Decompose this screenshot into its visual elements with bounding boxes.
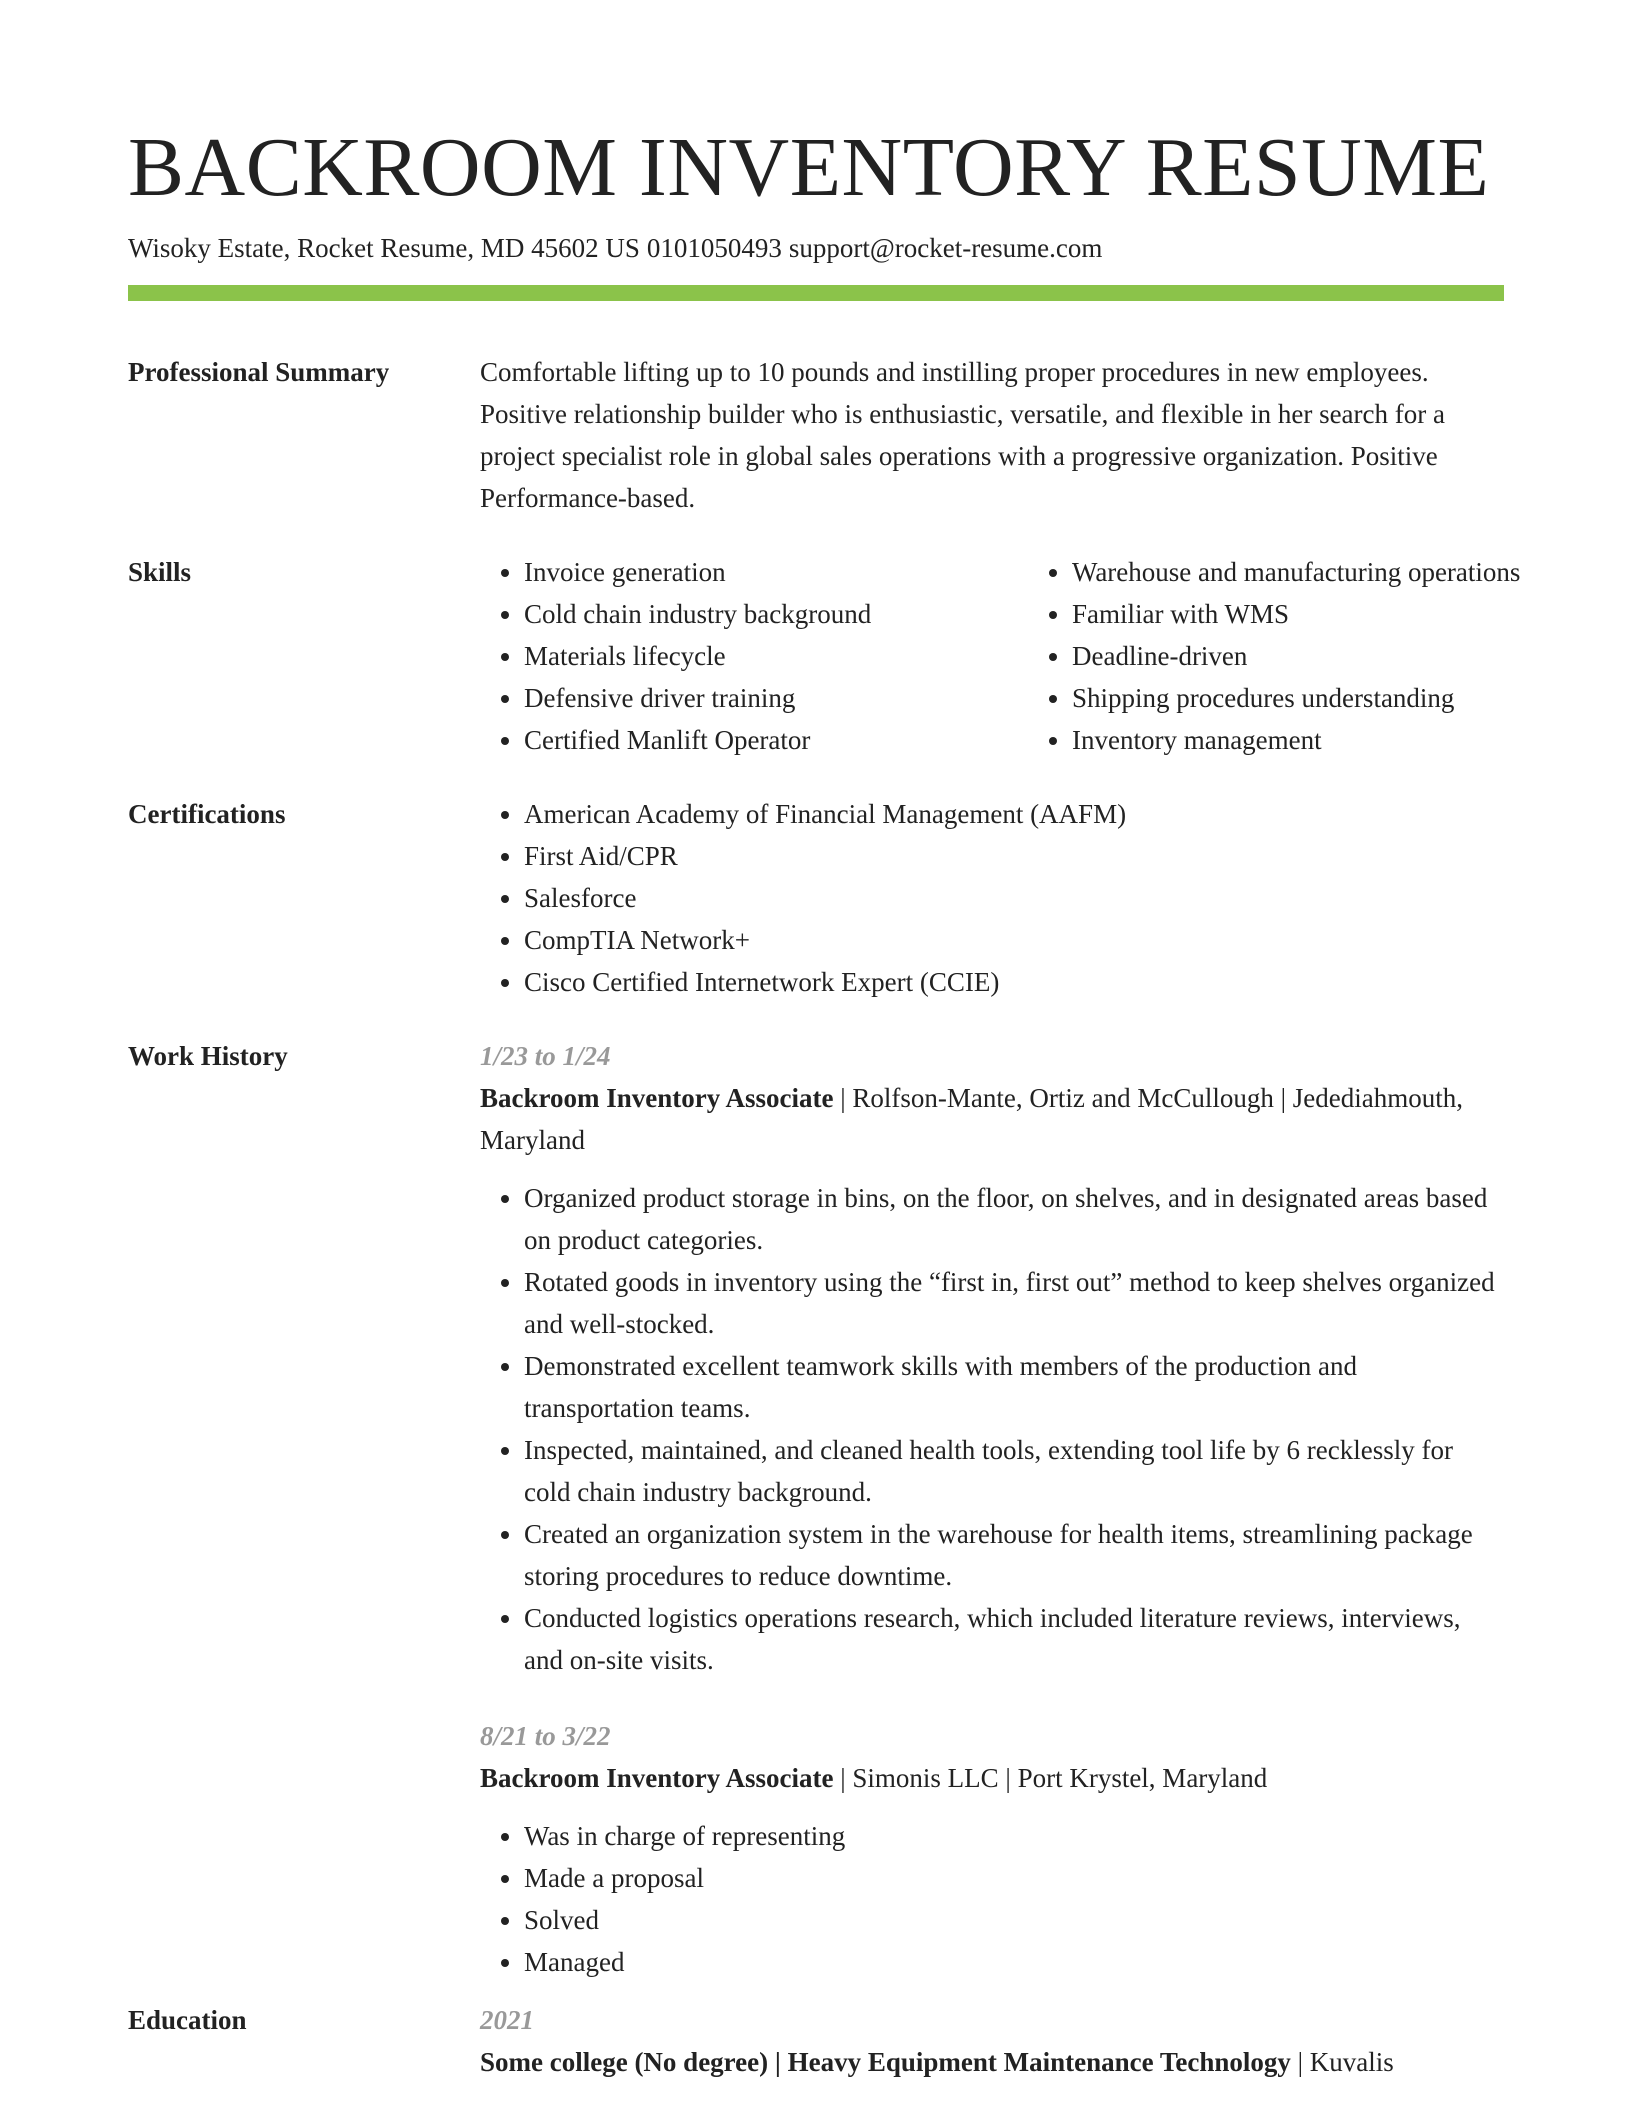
job-title: Backroom Inventory Associate [480, 1083, 834, 1113]
summary-text: Comfortable lifting up to 10 pounds and instilling proper procedures in new employees. Positive relationship builder who is enthusiastic, versatile, and flexible in her search for a project specialist role in global sales operations with a progressive organization. Positive Performance-based. [480, 357, 1445, 513]
skills-list-right [1028, 551, 1592, 761]
job-employer-location: | Rolfson-Mante, Ortiz and McCullough | Jedediahmouth, Maryland [480, 1083, 1463, 1155]
education-program: Heavy Equipment Maintenance Technology [787, 2047, 1291, 2077]
contact-phone: 0101050493 [646, 233, 782, 263]
skill-item: • Defensive driver training [524, 677, 1028, 719]
education-year: 2021 [480, 2005, 534, 2035]
skill-item: • Invoice generation [524, 551, 1028, 593]
job-bullet: • Was in charge of representing [524, 1815, 1504, 1857]
contact-email: support@rocket-resume.com [788, 233, 1103, 263]
skills-list-left [480, 551, 1028, 761]
job-bullet: • Inspected, maintained, and cleaned health tools, extending tool life by 6 recklessly for cold chain industry background. [524, 1429, 1504, 1513]
contact-line [128, 230, 1504, 266]
education-heading: Education [128, 2005, 247, 2035]
certification-item: • First Aid/CPR [524, 835, 1504, 877]
job-employer-location: | Simonis LLC | Port Krystel, Maryland [833, 1763, 1268, 1793]
job-heading [480, 1077, 1504, 1161]
summary-section [128, 351, 1504, 519]
certifications-list [480, 793, 1504, 1003]
job-bullet-list [480, 1815, 1504, 1983]
certification-item: • CompTIA Network+ [524, 919, 1504, 961]
job-bullet: • Solved [524, 1899, 1504, 1941]
skill-item: • Cold chain industry background [524, 593, 1028, 635]
accent-divider [128, 285, 1504, 301]
resume-title: BACKROOM INVENTORY RESUME [128, 121, 1490, 214]
job-title: Backroom Inventory Associate [480, 1763, 834, 1793]
skill-item: • Materials lifecycle [524, 635, 1028, 677]
certification-item: • American Academy of Financial Management (AAFM) [524, 793, 1504, 835]
job-entry [480, 1715, 1504, 1983]
education-location: | Kuvalis [1290, 2047, 1394, 2077]
education-section [128, 1999, 1504, 2083]
skills-heading: Skills [128, 557, 192, 587]
skills-section [128, 551, 1521, 761]
certifications-section [128, 793, 1504, 1003]
job-bullet-list [480, 1177, 1504, 1681]
education-separator: | [768, 2047, 788, 2077]
skill-item: • Familiar with WMS [1072, 593, 1592, 635]
job-bullet: • Managed [524, 1941, 1504, 1983]
job-bullet: • Conducted logistics operations research, which included literature reviews, interviews, and on-site visits. [524, 1597, 1504, 1681]
work-history-section [128, 1035, 1504, 1983]
summary-heading: Professional Summary [128, 357, 390, 387]
job-bullet: • Organized product storage in bins, on the floor, on shelves, and in designated areas based on product categories. [524, 1177, 1504, 1261]
certification-item: • Salesforce [524, 877, 1504, 919]
education-line [480, 2041, 1504, 2083]
job-entry [480, 1035, 1504, 1681]
job-dates: 1/23 to 1/24 [480, 1041, 611, 1071]
job-bullet: • Rotated goods in inventory using the “first in, first out” method to keep shelves organized and well-stocked. [524, 1261, 1504, 1345]
job-heading [480, 1757, 1504, 1799]
skill-item: • Inventory management [1072, 719, 1592, 761]
job-bullet: • Made a proposal [524, 1857, 1504, 1899]
work-history-heading: Work History [128, 1041, 288, 1071]
contact-address: Wisoky Estate, Rocket Resume, MD 45602 US [128, 233, 640, 263]
resume-page [128, 0, 1521, 2083]
skill-item: • Warehouse and manufacturing operations [1072, 551, 1592, 593]
job-bullet: • Created an organization system in the warehouse for health items, streamlining package storing procedures to reduce downtime. [524, 1513, 1504, 1597]
skill-item: • Deadline-driven [1072, 635, 1592, 677]
job-dates: 8/21 to 3/22 [480, 1721, 611, 1751]
certifications-heading: Certifications [128, 799, 286, 829]
certification-item: • Cisco Certified Internetwork Expert (CCIE) [524, 961, 1504, 1003]
education-school: Some college (No degree) [480, 2047, 769, 2077]
job-bullet: • Demonstrated excellent teamwork skills with members of the production and transportation teams. [524, 1345, 1504, 1429]
skill-item: • Certified Manlift Operator [524, 719, 1028, 761]
skill-item: • Shipping procedures understanding [1072, 677, 1592, 719]
